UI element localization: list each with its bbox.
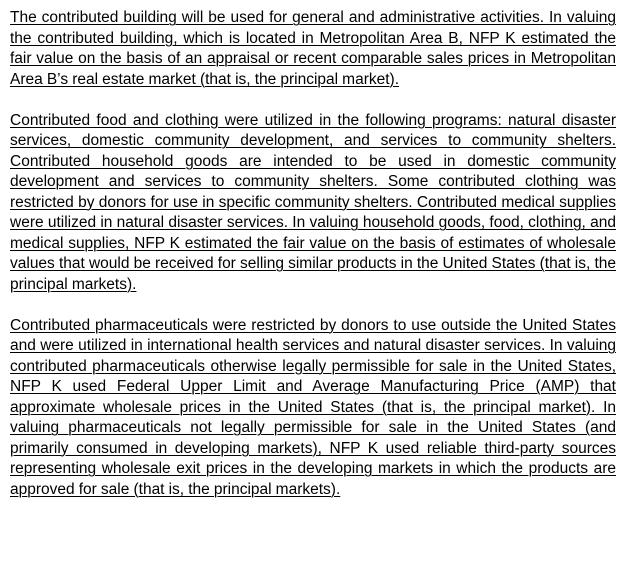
paragraph-food-clothing-supplies: Contributed food and clothing were utilized in the following programs: natural disaster services, domestic community development, and services to community shelters. Contributed household goods are intended to be used in domestic community development and services to community shelters. Some contributed clothing was restricted by donors for use in specific community shelters. Contributed medical supplies were utilized in natural disaster services. In valuing household goods, food, clothing, and medical supplies, NFP K estimated the fair value on the basis of estimates of wholesale values that would be received for selling similar products in the United States (that is, the principal markets). bbox=[10, 111, 616, 293]
paragraph-contributed-building: The contributed building will be used for general and administrative activities. In valuing the contributed building, which is located in Metropolitan Area B, NFP K estimated the fair value on the basis of an appraisal or recent comparable sales prices in Metropolitan Area B’s real estate market (that is, the principal market). bbox=[10, 9, 616, 88]
paragraph-pharmaceuticals: Contributed pharmaceuticals were restricted by donors to use outside the United States and were utilized in international health services and natural disaster services. In valuing contributed pharmaceuticals otherwise legally permissible for sale in the United States, NFP K used Federal Upper Limit and Average Manufacturing Price (AMP) that approximate wholesale prices in the United States (that is, the principal market). In valuing pharmaceuticals not legally permissible for sale in the United States (and primarily consumed in developing markets), NFP K used reliable third-party sources representing wholesale exit prices in the developing markets in which the products are approved for sale (that is, the principal markets). bbox=[10, 316, 616, 498]
document-body bbox=[10, 8, 616, 500]
